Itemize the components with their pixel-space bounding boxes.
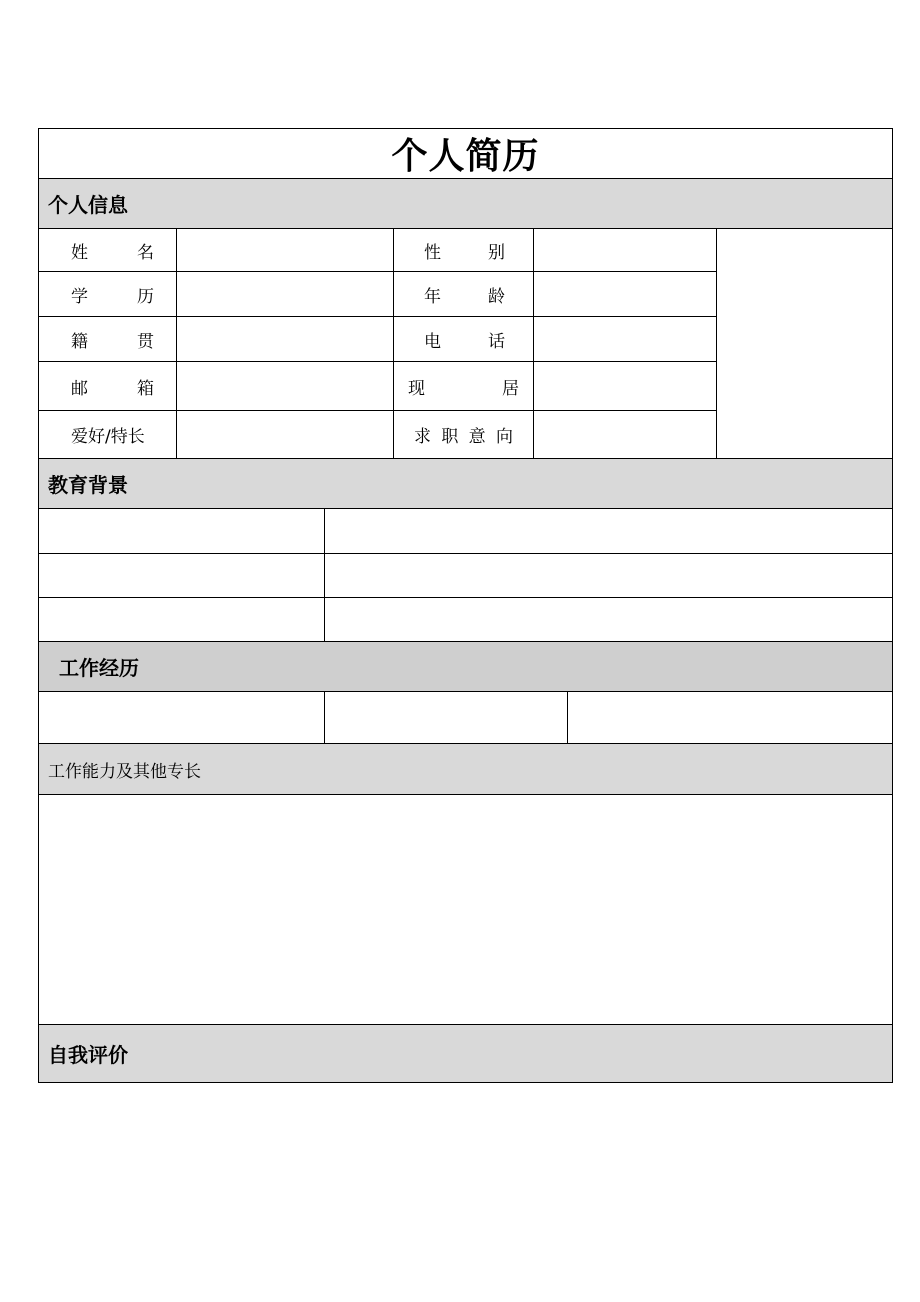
section-personal-info [38,178,893,229]
resume-title: 个人简历 [391,136,540,177]
name-field[interactable] [176,228,394,272]
section-work-experience [38,641,893,692]
section-education-label: 教育背景 [48,473,128,497]
label-email: 邮 箱 [38,361,177,411]
education-detail-3[interactable] [324,597,893,642]
work-company[interactable] [324,691,568,744]
label-gender: 性 别 [393,228,534,272]
section-abilities [38,743,893,795]
section-education [38,458,893,509]
abilities-content[interactable] [38,794,893,1025]
label-education: 学 历 [38,271,177,317]
education-detail-1[interactable] [324,508,893,554]
label-name: 姓 名 [38,228,177,272]
label-residence: 现 居 [393,361,534,411]
job-intention-field[interactable] [533,410,717,459]
work-period[interactable] [38,691,325,744]
label-native-place: 籍 贯 [38,316,177,362]
label-hobbies: 爱好/特长 [38,410,177,459]
age-field[interactable] [533,271,717,317]
education-period-2[interactable] [38,553,325,598]
section-self-evaluation [38,1024,893,1083]
section-work-experience-label: 工作经历 [59,656,139,680]
education-period-1[interactable] [38,508,325,554]
residence-field[interactable] [533,361,717,411]
section-self-evaluation-label: 自我评价 [48,1043,128,1067]
section-personal-info-label: 个人信息 [48,193,128,217]
phone-field[interactable] [533,316,717,362]
education-field[interactable] [176,271,394,317]
label-phone: 电 话 [393,316,534,362]
hobbies-field[interactable] [176,410,394,459]
email-field[interactable] [176,361,394,411]
photo-area[interactable] [716,228,893,458]
education-period-3[interactable] [38,597,325,642]
education-detail-2[interactable] [324,553,893,598]
resume-form [38,128,893,1083]
label-job-intention: 求 职 意 向 [393,410,534,459]
native-place-field[interactable] [176,316,394,362]
section-abilities-label: 工作能力及其他专长 [48,761,201,782]
page-title [38,128,893,179]
label-age: 年 龄 [393,271,534,317]
gender-field[interactable] [533,228,717,272]
work-position[interactable] [567,691,893,744]
